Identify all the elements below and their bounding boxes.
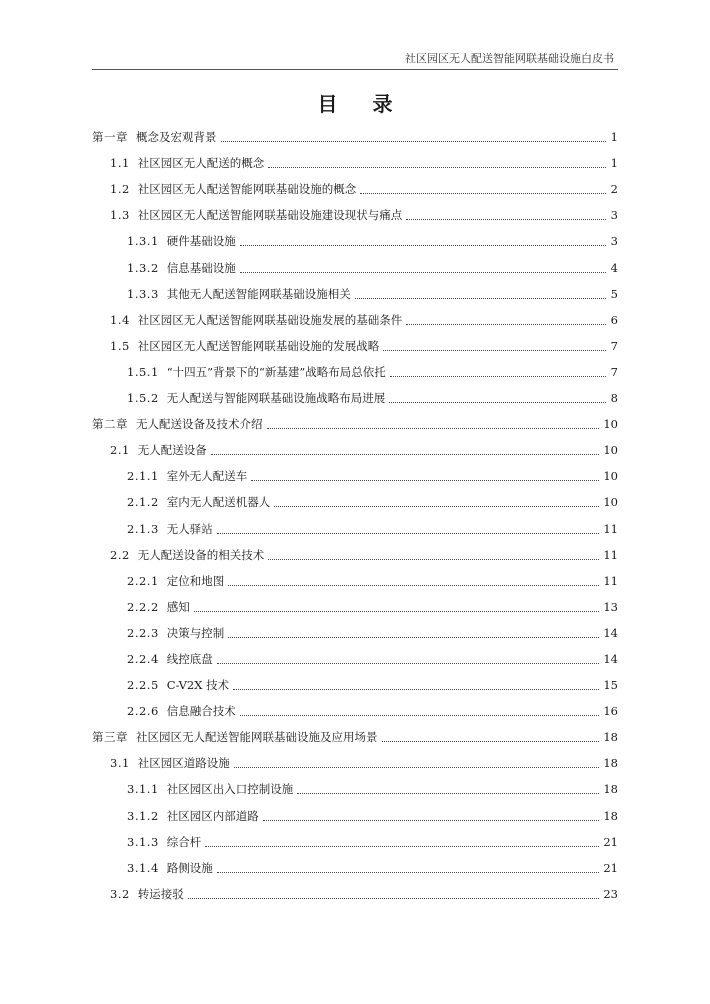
dot-leader: [228, 637, 599, 638]
toc-entry-title: 其他无人配送智能网联基础设施相关: [166, 286, 351, 301]
toc-entry-label: [110, 756, 230, 772]
toc-entry-page-number: 11: [603, 521, 618, 536]
toc-entry[interactable]: [92, 590, 618, 616]
toc-entry-title: 社区园区道路设施: [137, 756, 230, 771]
dot-leader: [234, 767, 600, 768]
toc-entry-page-number: 10: [603, 469, 618, 484]
toc-entry-title: 路侧设施: [166, 860, 213, 875]
toc-entry-label: [110, 156, 264, 172]
toc-entry[interactable]: [92, 146, 618, 172]
toc-entry-number: 3.1.2: [127, 808, 159, 823]
toc-entry-title: 概念及宏观背景: [136, 130, 217, 145]
toc-entry-title: 无人配送设备及技术介绍: [136, 417, 263, 432]
toc-entry-page-number: 10: [603, 443, 618, 458]
toc-entry-title: 社区园区内部道路: [166, 808, 259, 823]
toc-entry-title: 无人驿站: [166, 521, 213, 536]
toc-entry-title: 社区园区无人配送智能网联基础设施建设现状与痛点: [137, 208, 403, 223]
dot-leader: [211, 454, 600, 455]
document-header-title: 社区园区无人配送智能网联基础设施白皮书: [405, 52, 614, 65]
toc-entry-number: 3.1.4: [127, 860, 159, 875]
toc-entry[interactable]: [92, 303, 618, 329]
toc-entry-page-number: 3: [610, 208, 618, 223]
toc-entry[interactable]: [92, 616, 618, 642]
toc-entry[interactable]: [92, 798, 618, 824]
toc-entry-page-number: 4: [610, 260, 618, 275]
toc-entry-number: 3.1.3: [127, 834, 159, 849]
toc-entry-number: 2.2.1: [127, 573, 159, 588]
toc-entry-title: 社区园区无人配送智能网联基础设施发展的基础条件: [137, 312, 403, 327]
dot-leader: [228, 585, 599, 586]
toc-entry-title: 社区园区出入口控制设施: [166, 782, 294, 797]
toc-entry-page-number: 10: [603, 495, 618, 510]
toc-entry-label: [127, 234, 236, 250]
toc-entry[interactable]: [92, 250, 618, 276]
toc-entry[interactable]: [92, 538, 618, 564]
dot-leader: [194, 611, 600, 612]
toc-entry-label: [127, 626, 224, 642]
toc-entry-number: 1.3.2: [127, 260, 159, 275]
toc-entry-number: 1.5.2: [127, 391, 159, 406]
toc-entry[interactable]: [92, 642, 618, 668]
toc-entry-label: [127, 261, 236, 277]
toc-entry-title: 信息融合技术: [166, 704, 236, 719]
dot-leader: [263, 820, 600, 821]
toc-entry-label: [127, 835, 201, 851]
toc-entry-number: 第一章: [92, 130, 128, 145]
toc-entry[interactable]: [92, 355, 618, 381]
toc-entry-title: 室内无人配送机器人: [166, 495, 271, 510]
toc-entry-page-number: 1: [610, 156, 618, 171]
toc-entry[interactable]: [92, 511, 618, 537]
toc-entry-number: 2.2.6: [127, 704, 159, 719]
toc-entry-number: 1.5.1: [127, 364, 159, 379]
toc-entry[interactable]: [92, 433, 618, 459]
toc-entry-label: [110, 208, 402, 224]
toc-entry-title: 室外无人配送车: [166, 469, 248, 484]
toc-entry[interactable]: [92, 329, 618, 355]
toc-heading: 目 录: [317, 92, 407, 116]
toc-entry-number: 1.2: [110, 182, 130, 197]
toc-entry-title: 转运接驳: [137, 886, 184, 901]
toc-entry-page-number: 7: [610, 338, 618, 353]
dot-leader: [240, 272, 606, 273]
toc-entry-page-number: 18: [603, 782, 618, 797]
dot-leader: [251, 480, 599, 481]
toc-entry[interactable]: [92, 825, 618, 851]
toc-entry-label: [127, 652, 213, 668]
toc-entry[interactable]: [92, 459, 618, 485]
toc-entry-title: 社区园区无人配送智能网联基础设施的发展战略: [137, 338, 380, 353]
toc-entry-number: 2.2.3: [127, 625, 159, 640]
toc-entry-number: 1.4: [110, 312, 130, 327]
dot-leader: [268, 167, 606, 168]
toc-entry[interactable]: [92, 485, 618, 511]
header-divider: [92, 69, 618, 70]
dot-leader: [188, 898, 600, 899]
toc-entry-label: [110, 443, 207, 459]
dot-leader: [221, 141, 607, 142]
toc-entry-title: 社区园区无人配送的概念: [137, 156, 265, 171]
dot-leader: [360, 193, 606, 194]
toc-entry-number: 2.2.4: [127, 651, 159, 666]
dot-leader: [297, 793, 599, 794]
toc-entry-page-number: 5: [610, 286, 618, 301]
toc-entry-page-number: 16: [603, 704, 618, 719]
toc-entry-title: 线控底盘: [166, 651, 213, 666]
toc-entry-number: 2.1.1: [127, 469, 159, 484]
toc-entry-number: 1.5: [110, 338, 130, 353]
toc-entry-page-number: 10: [603, 417, 618, 432]
toc-entry-page-number: 18: [603, 808, 618, 823]
dot-leader: [240, 715, 600, 716]
toc-entry-number: 第二章: [92, 417, 128, 432]
toc-entry-label: [127, 782, 293, 798]
toc-entry-number: 3.1.1: [127, 782, 159, 797]
toc-entry-label: [92, 130, 217, 146]
dot-leader: [268, 559, 599, 560]
toc-entry-page-number: 1: [610, 130, 618, 145]
toc-entry-label: [127, 574, 224, 590]
dot-leader: [406, 219, 606, 220]
toc-entry-number: 2.2.5: [127, 678, 159, 693]
toc-entry-label: [110, 182, 356, 198]
toc-entry-page-number: 18: [603, 730, 618, 745]
toc-entry-label: [127, 861, 213, 877]
toc-entry-page-number: 18: [603, 756, 618, 771]
toc-entry-title: 感知: [166, 599, 190, 614]
toc-entry-title: 决策与控制: [166, 625, 225, 640]
toc-entry[interactable]: [92, 772, 618, 798]
toc-entry[interactable]: [92, 694, 618, 720]
toc-entry-label: [110, 313, 402, 329]
toc-entry[interactable]: [92, 277, 618, 303]
table-of-contents: [92, 120, 618, 903]
toc-entry-label: [110, 339, 379, 355]
toc-entry-label: [127, 678, 229, 694]
toc-entry-page-number: 11: [603, 573, 618, 588]
toc-entry[interactable]: [92, 381, 618, 407]
toc-entry-number: 1.1: [110, 156, 130, 171]
toc-entry-title: 社区园区无人配送智能网联基础设施的概念: [137, 182, 357, 197]
toc-entry-label: [110, 548, 264, 564]
toc-entry-page-number: 6: [610, 312, 618, 327]
toc-entry[interactable]: [92, 564, 618, 590]
toc-entry-label: [92, 730, 378, 746]
toc-entry-page-number: 11: [603, 547, 618, 562]
toc-entry[interactable]: [92, 224, 618, 250]
toc-entry-title: “十四五”背景下的“新基建”战略布局总依托: [166, 364, 386, 379]
toc-entry-title: 信息基础设施: [166, 260, 236, 275]
toc-entry-page-number: 14: [603, 651, 618, 666]
toc-entry-number: 第三章: [92, 730, 128, 745]
toc-entry[interactable]: [92, 120, 618, 146]
toc-entry-label: [127, 600, 190, 616]
dot-leader: [217, 872, 600, 873]
toc-entry-number: 3.1: [110, 756, 130, 771]
toc-entry-page-number: 2: [610, 182, 618, 197]
toc-entry-title: 硬件基础设施: [166, 234, 236, 249]
toc-entry-label: [127, 469, 247, 485]
toc-entry[interactable]: [92, 668, 618, 694]
dot-leader: [383, 350, 606, 351]
toc-entry-number: 2.1.3: [127, 521, 159, 536]
toc-entry-title: 无人配送设备的相关技术: [137, 547, 265, 562]
toc-entry-title: C-V2X 技术: [166, 678, 230, 693]
toc-entry-label: [127, 522, 213, 538]
toc-entry-number: 1.3.3: [127, 286, 159, 301]
toc-entry-number: 2.2: [110, 547, 130, 562]
toc-entry[interactable]: [92, 172, 618, 198]
toc-entry-label: [127, 809, 259, 825]
toc-entry-page-number: 21: [603, 834, 618, 849]
toc-entry-label: [127, 704, 236, 720]
toc-entry-label: [110, 887, 184, 903]
toc-entry[interactable]: [92, 746, 618, 772]
toc-entry-number: 2.1.2: [127, 495, 159, 510]
toc-entry-number: 2.2.2: [127, 599, 159, 614]
toc-entry[interactable]: [92, 407, 618, 433]
toc-entry-page-number: 7: [610, 364, 618, 379]
dot-leader: [389, 402, 606, 403]
toc-entry[interactable]: [92, 198, 618, 224]
toc-entry-title: 无人配送设备: [137, 443, 207, 458]
toc-entry-page-number: 14: [603, 625, 618, 640]
toc-entry-page-number: 3: [610, 234, 618, 249]
toc-entry[interactable]: [92, 877, 618, 903]
toc-entry-page-number: 15: [603, 678, 618, 693]
toc-entry-label: [127, 391, 385, 407]
toc-entry-label: [127, 365, 386, 381]
dot-leader: [267, 428, 600, 429]
dot-leader: [274, 506, 599, 507]
toc-entry-page-number: 23: [603, 886, 618, 901]
toc-entry-number: 3.2: [110, 886, 130, 901]
toc-entry-number: 1.3: [110, 208, 130, 223]
dot-leader: [240, 245, 606, 246]
dot-leader: [217, 663, 600, 664]
dot-leader: [205, 846, 599, 847]
toc-entry-label: [92, 417, 263, 433]
toc-entry-number: 1.3.1: [127, 234, 159, 249]
toc-entry-title: 无人配送与智能网联基础设施战略布局进展: [166, 391, 386, 406]
toc-entry[interactable]: [92, 720, 618, 746]
toc-entry-label: [127, 287, 351, 303]
toc-entry[interactable]: [92, 851, 618, 877]
dot-leader: [233, 689, 599, 690]
dot-leader: [406, 324, 606, 325]
toc-entry-title: 综合杆: [166, 834, 202, 849]
toc-entry-page-number: 21: [603, 860, 618, 875]
toc-entry-title: 社区园区无人配送智能网联基础设施及应用场景: [136, 730, 378, 745]
toc-entry-number: 2.1: [110, 443, 130, 458]
toc-entry-label: [127, 495, 270, 511]
dot-leader: [355, 298, 606, 299]
dot-leader: [390, 376, 606, 377]
toc-entry-page-number: 13: [603, 599, 618, 614]
dot-leader: [382, 741, 600, 742]
dot-leader: [217, 533, 600, 534]
toc-entry-page-number: 8: [610, 391, 618, 406]
toc-entry-title: 定位和地图: [166, 573, 225, 588]
